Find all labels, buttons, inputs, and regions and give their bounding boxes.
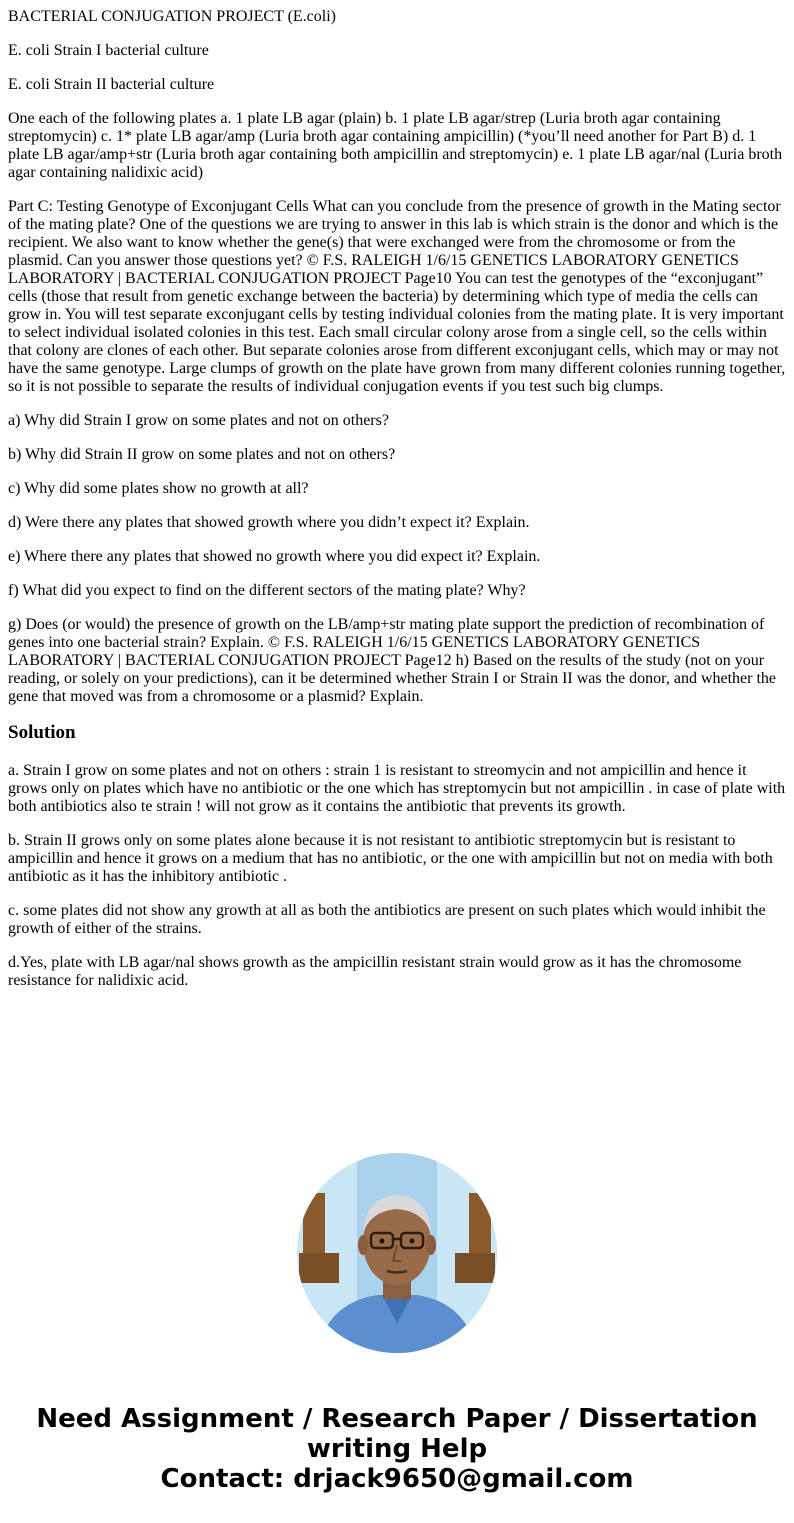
answer-b: b. Strain II grows only on some plates alone because it is not resistant to antibiotic streptomycin but is resistant to ampicillin and hence it grows on a medium that has no antibiotic, or the one with ampicillin but not on media with both antibiotic as it has the inhibitory antibiotic . (8, 832, 773, 885)
document-title: BACTERIAL CONJUGATION PROJECT (E.coli) (8, 8, 336, 25)
answer-d: d.Yes, plate with LB agar/nal shows growth as the ampicillin resistant strain would grow as it has the chromosome resistance for nalidixic acid. (8, 954, 742, 989)
part-c-paragraph: Part C: Testing Genotype of Exconjugant Cells What can you conclude from the presence of growth in the Mating sector of the mating plate? One of the questions we are trying to answer in this lab is which strain is the donor and which is the recipient. We also want to know whether the gene(s) that were exchanged were from the chromosome or from the plasmid. Can you answer those questions yet? © F.S. RALEIGH 1/6/15 GENETICS LABORATORY GENETICS LABORATORY | BACTERIAL CONJUGATION PROJECT Page10 You can test the genotypes of the “exconjugant” cells (those that result from genetic exchange between the bacteria) by determining which type of media the cells can grow in. You will test separate exconjugant cells by testing individual colonies from the mating plate. It is very important to select individual isolated colonies in this test. Each small circular colony arose from a single cell, so the cells within that colony are clones of each other. But separate colonies arose from different exconjugant cells, which may or may not have the same genotype. Large clumps of growth on the plate have grown from many different colonies running together, so it is not possible to separate the results of individual conjugation events if you test such big clumps. (8, 198, 786, 395)
promo-banner (0, 1404, 794, 1494)
answer-a: a. Strain I grow on some plates and not on others : strain 1 is resistant to streomycin and not ampicillin and hence it grows only on plates which have no antibiotic or the one which has streptomycin but not ampicillin . in case of plate with both antibiotics also te strain ! will not grow as it contains the antibiotic that prevents its growth. (8, 762, 786, 815)
material-plates: One each of the following plates a. 1 plate LB agar (plain) b. 1 plate LB agar/strep (Luria broth agar containing streptomycin) c. 1* plate LB agar/amp (Luria broth agar containing ampicillin) (*you’ll need another for Part B) d. 1 plate LB agar/amp+str (Luria broth agar containing both ampicillin and streptomycin) e. 1 plate LB agar/nal (Luria broth agar containing nalidixic acid) (8, 110, 783, 181)
question-e: e) Where there any plates that showed no growth where you did expect it? Explain. (8, 548, 541, 565)
author-avatar (297, 1153, 497, 1353)
promo-line-1: Need Assignment / Research Paper / Dissertation (36, 1404, 758, 1434)
question-f: f) What did you expect to find on the different sectors of the mating plate? Why? (8, 582, 526, 599)
question-b: b) Why did Strain II grow on some plates and not on others? (8, 446, 396, 463)
material-strain-1: E. coli Strain I bacterial culture (8, 42, 209, 59)
solution-heading: Solution (8, 722, 76, 743)
document-body (8, 8, 788, 1006)
promo-contact: Contact: drjack9650@gmail.com (160, 1464, 634, 1494)
author-portrait-image (297, 1153, 497, 1353)
answer-c: c. some plates did not show any growth at all as both the antibiotics are present on such plates which would inhibit the growth of either of the strains. (8, 902, 766, 937)
promo-line-2: writing Help (306, 1434, 488, 1464)
question-a: a) Why did Strain I grow on some plates and not on others? (8, 412, 389, 429)
question-g: g) Does (or would) the presence of growth on the LB/amp+str mating plate support the prediction of recombination of genes into one bacterial strain? Explain. © F.S. RALEIGH 1/6/15 GENETICS LABORATORY GENETICS LABORATORY | BACTERIAL CONJUGATION PROJECT Page12 h) Based on the results of the study (not on your reading, or solely on your predictions), can it be determined whether Strain I or Strain II was the donor, and whether the gene that moved was from a chromosome or a plasmid? Explain. (8, 616, 777, 705)
material-strain-2: E. coli Strain II bacterial culture (8, 76, 215, 93)
question-c: c) Why did some plates show no growth at all? (8, 480, 309, 497)
question-d: d) Were there any plates that showed growth where you didn’t expect it? Explain. (8, 514, 530, 531)
